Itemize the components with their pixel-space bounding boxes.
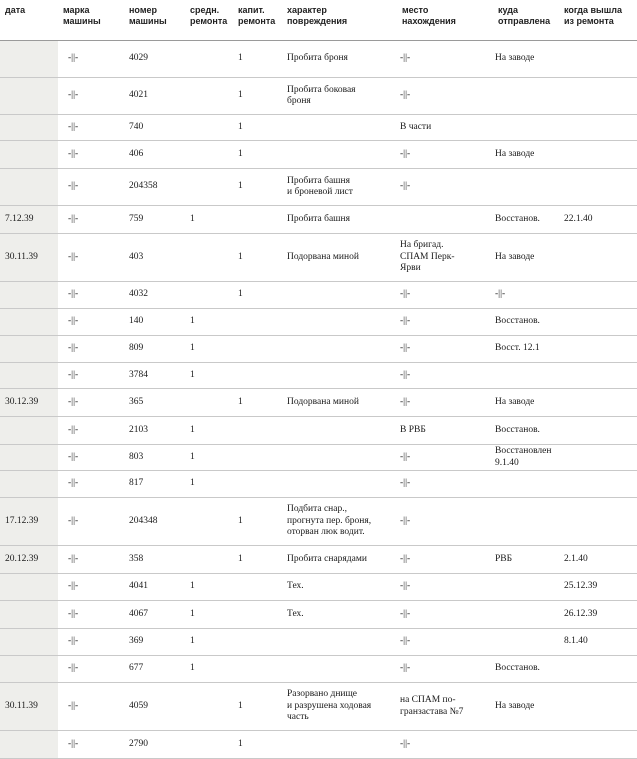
- cell-vehicle-model: -||-: [58, 417, 124, 445]
- cell-capital-repair: [233, 471, 282, 498]
- cell-medium-repair: [185, 115, 233, 141]
- cell-vehicle-number: 4029: [124, 41, 185, 78]
- cell-damage-type: [282, 417, 397, 445]
- cell-sent-to: Восстанов.: [493, 417, 559, 445]
- cell-date: [0, 78, 58, 115]
- cell-date: [0, 282, 58, 309]
- cell-damage-type: Тех.: [282, 601, 397, 629]
- cell-location: -||-: [397, 282, 493, 309]
- table-row: [0, 471, 637, 498]
- header-vehicle-number: номер машины: [124, 0, 185, 41]
- cell-vehicle-model: -||-: [58, 78, 124, 115]
- cell-location: -||-: [397, 629, 493, 656]
- cell-location: -||-: [397, 574, 493, 601]
- cell-sent-to: На заводе: [493, 234, 559, 282]
- cell-capital-repair: 1: [233, 498, 282, 546]
- header-sent-to: куда отправлена: [493, 0, 559, 41]
- cell-capital-repair: [233, 445, 282, 471]
- cell-medium-repair: 1: [185, 309, 233, 336]
- cell-returned-date: 8.1.40: [559, 629, 637, 656]
- cell-returned-date: 22.1.40: [559, 206, 637, 234]
- cell-vehicle-model: -||-: [58, 656, 124, 683]
- cell-date: 7.12.39: [0, 206, 58, 234]
- cell-capital-repair: 1: [233, 282, 282, 309]
- header-row: [0, 0, 637, 41]
- cell-vehicle-model: -||-: [58, 731, 124, 759]
- table-body: [0, 41, 637, 759]
- cell-returned-date: [559, 234, 637, 282]
- cell-vehicle-number: 809: [124, 336, 185, 363]
- cell-returned-date: [559, 656, 637, 683]
- cell-vehicle-model: -||-: [58, 234, 124, 282]
- cell-capital-repair: [233, 363, 282, 389]
- cell-vehicle-model: -||-: [58, 601, 124, 629]
- cell-medium-repair: 1: [185, 336, 233, 363]
- table-row: [0, 41, 637, 78]
- table-row: [0, 206, 637, 234]
- cell-returned-date: [559, 363, 637, 389]
- table-row: [0, 282, 637, 309]
- cell-vehicle-number: 4041: [124, 574, 185, 601]
- cell-capital-repair: [233, 656, 282, 683]
- table-row: [0, 141, 637, 169]
- cell-location: -||-: [397, 471, 493, 498]
- cell-vehicle-model: -||-: [58, 309, 124, 336]
- cell-sent-to: [493, 363, 559, 389]
- header-capital-repair: капит. ремонта: [233, 0, 282, 41]
- cell-sent-to: Восст. 12.1: [493, 336, 559, 363]
- table-row: [0, 115, 637, 141]
- cell-sent-to: [493, 115, 559, 141]
- cell-vehicle-number: 3784: [124, 363, 185, 389]
- cell-vehicle-model: -||-: [58, 282, 124, 309]
- cell-vehicle-model: -||-: [58, 206, 124, 234]
- cell-date: 30.12.39: [0, 389, 58, 417]
- cell-vehicle-number: 369: [124, 629, 185, 656]
- cell-vehicle-model: -||-: [58, 336, 124, 363]
- cell-damage-type: Пробита башня: [282, 206, 397, 234]
- cell-damage-type: Подбита снар., прогнута пер. броня, оторван люк водит.: [282, 498, 397, 546]
- cell-medium-repair: 1: [185, 656, 233, 683]
- cell-damage-type: [282, 282, 397, 309]
- cell-vehicle-model: -||-: [58, 41, 124, 78]
- cell-location: -||-: [397, 546, 493, 574]
- cell-date: [0, 336, 58, 363]
- cell-returned-date: [559, 683, 637, 731]
- cell-date: [0, 363, 58, 389]
- cell-capital-repair: 1: [233, 169, 282, 206]
- cell-capital-repair: 1: [233, 389, 282, 417]
- cell-location: В части: [397, 115, 493, 141]
- cell-capital-repair: 1: [233, 141, 282, 169]
- cell-vehicle-model: -||-: [58, 115, 124, 141]
- table-row: [0, 601, 637, 629]
- cell-returned-date: 26.12.39: [559, 601, 637, 629]
- cell-sent-to: На заводе: [493, 389, 559, 417]
- cell-sent-to: На заводе: [493, 683, 559, 731]
- cell-vehicle-model: -||-: [58, 141, 124, 169]
- cell-returned-date: [559, 445, 637, 471]
- cell-sent-to: [493, 498, 559, 546]
- header-damage-type: характер повреждения: [282, 0, 397, 41]
- cell-date: [0, 574, 58, 601]
- header-vehicle-model: марка машины: [58, 0, 124, 41]
- cell-medium-repair: [185, 546, 233, 574]
- cell-medium-repair: 1: [185, 629, 233, 656]
- cell-location: [397, 206, 493, 234]
- cell-damage-type: Пробита снарядами: [282, 546, 397, 574]
- cell-vehicle-number: 204348: [124, 498, 185, 546]
- table-row: [0, 389, 637, 417]
- cell-damage-type: Пробита броня: [282, 41, 397, 78]
- cell-capital-repair: 1: [233, 41, 282, 78]
- cell-medium-repair: 1: [185, 206, 233, 234]
- cell-medium-repair: [185, 498, 233, 546]
- cell-returned-date: [559, 78, 637, 115]
- table-row: [0, 336, 637, 363]
- cell-vehicle-number: 140: [124, 309, 185, 336]
- cell-returned-date: [559, 498, 637, 546]
- cell-sent-to: На заводе: [493, 141, 559, 169]
- table-row: [0, 731, 637, 759]
- cell-vehicle-model: -||-: [58, 683, 124, 731]
- cell-date: [0, 41, 58, 78]
- cell-capital-repair: 1: [233, 115, 282, 141]
- cell-date: 30.11.39: [0, 683, 58, 731]
- cell-location: В РВБ: [397, 417, 493, 445]
- cell-location: -||-: [397, 601, 493, 629]
- cell-vehicle-model: -||-: [58, 498, 124, 546]
- cell-location: -||-: [397, 141, 493, 169]
- cell-capital-repair: [233, 336, 282, 363]
- cell-sent-to: [493, 601, 559, 629]
- cell-sent-to: [493, 574, 559, 601]
- cell-vehicle-number: 677: [124, 656, 185, 683]
- table-row: [0, 498, 637, 546]
- cell-location: -||-: [397, 389, 493, 417]
- cell-damage-type: Разорвано днище и разрушена ходовая часть: [282, 683, 397, 731]
- cell-damage-type: Пробита боковая броня: [282, 78, 397, 115]
- cell-date: [0, 115, 58, 141]
- cell-vehicle-model: -||-: [58, 169, 124, 206]
- cell-returned-date: [559, 471, 637, 498]
- cell-damage-type: [282, 141, 397, 169]
- table-row: [0, 683, 637, 731]
- cell-damage-type: [282, 309, 397, 336]
- cell-medium-repair: [185, 141, 233, 169]
- cell-vehicle-number: 4021: [124, 78, 185, 115]
- cell-vehicle-model: -||-: [58, 471, 124, 498]
- table-row: [0, 445, 637, 471]
- cell-date: [0, 656, 58, 683]
- table-row: [0, 574, 637, 601]
- cell-medium-repair: 1: [185, 471, 233, 498]
- cell-damage-type: [282, 731, 397, 759]
- cell-vehicle-number: 358: [124, 546, 185, 574]
- cell-returned-date: [559, 309, 637, 336]
- cell-sent-to: Восстанов.: [493, 206, 559, 234]
- cell-medium-repair: 1: [185, 601, 233, 629]
- cell-vehicle-number: 803: [124, 445, 185, 471]
- cell-vehicle-number: 740: [124, 115, 185, 141]
- cell-sent-to: [493, 169, 559, 206]
- cell-date: [0, 629, 58, 656]
- cell-location: -||-: [397, 336, 493, 363]
- table-row: [0, 363, 637, 389]
- cell-damage-type: Подорвана миной: [282, 389, 397, 417]
- cell-vehicle-number: 204358: [124, 169, 185, 206]
- header-location: место нахождения: [397, 0, 493, 41]
- cell-capital-repair: [233, 309, 282, 336]
- cell-vehicle-number: 759: [124, 206, 185, 234]
- cell-date: [0, 445, 58, 471]
- cell-location: -||-: [397, 309, 493, 336]
- cell-vehicle-number: 406: [124, 141, 185, 169]
- cell-location: -||-: [397, 656, 493, 683]
- cell-location: -||-: [397, 78, 493, 115]
- cell-returned-date: 2.1.40: [559, 546, 637, 574]
- cell-location: на СПАМ по- гранзастава №7: [397, 683, 493, 731]
- cell-location: На бригад. СПАМ Перк- Ярви: [397, 234, 493, 282]
- cell-returned-date: [559, 336, 637, 363]
- cell-capital-repair: [233, 417, 282, 445]
- cell-location: -||-: [397, 445, 493, 471]
- cell-medium-repair: [185, 169, 233, 206]
- cell-medium-repair: 1: [185, 574, 233, 601]
- cell-returned-date: [559, 417, 637, 445]
- cell-sent-to: РВБ: [493, 546, 559, 574]
- cell-date: 20.12.39: [0, 546, 58, 574]
- cell-damage-type: [282, 115, 397, 141]
- cell-vehicle-number: 2103: [124, 417, 185, 445]
- header-returned-date: когда вышла из ремонта: [559, 0, 637, 41]
- cell-vehicle-model: -||-: [58, 574, 124, 601]
- cell-location: -||-: [397, 363, 493, 389]
- cell-capital-repair: [233, 206, 282, 234]
- cell-vehicle-number: 4059: [124, 683, 185, 731]
- cell-medium-repair: [185, 41, 233, 78]
- cell-damage-type: [282, 471, 397, 498]
- cell-damage-type: [282, 656, 397, 683]
- cell-vehicle-number: 2790: [124, 731, 185, 759]
- cell-capital-repair: 1: [233, 546, 282, 574]
- cell-capital-repair: [233, 601, 282, 629]
- cell-returned-date: [559, 141, 637, 169]
- cell-date: [0, 731, 58, 759]
- cell-damage-type: [282, 363, 397, 389]
- cell-sent-to: -||-: [493, 282, 559, 309]
- cell-date: [0, 471, 58, 498]
- cell-medium-repair: 1: [185, 445, 233, 471]
- table-row: [0, 417, 637, 445]
- cell-medium-repair: [185, 282, 233, 309]
- cell-sent-to: Восстанов.: [493, 656, 559, 683]
- cell-vehicle-number: 365: [124, 389, 185, 417]
- cell-vehicle-model: -||-: [58, 445, 124, 471]
- cell-vehicle-number: 817: [124, 471, 185, 498]
- cell-sent-to: Восстановлен 9.1.40: [493, 445, 559, 471]
- cell-returned-date: [559, 41, 637, 78]
- cell-sent-to: На заводе: [493, 41, 559, 78]
- cell-capital-repair: 1: [233, 731, 282, 759]
- cell-returned-date: [559, 389, 637, 417]
- cell-vehicle-model: -||-: [58, 389, 124, 417]
- cell-capital-repair: [233, 629, 282, 656]
- cell-medium-repair: [185, 683, 233, 731]
- cell-location: -||-: [397, 731, 493, 759]
- cell-vehicle-number: 4067: [124, 601, 185, 629]
- cell-date: [0, 309, 58, 336]
- cell-date: 30.11.39: [0, 234, 58, 282]
- cell-returned-date: [559, 169, 637, 206]
- cell-damage-type: [282, 336, 397, 363]
- cell-date: 17.12.39: [0, 498, 58, 546]
- cell-sent-to: [493, 731, 559, 759]
- header-medium-repair: средн. ремонта: [185, 0, 233, 41]
- cell-medium-repair: 1: [185, 417, 233, 445]
- cell-sent-to: [493, 78, 559, 115]
- table-row: [0, 169, 637, 206]
- cell-medium-repair: 1: [185, 363, 233, 389]
- cell-returned-date: [559, 731, 637, 759]
- cell-medium-repair: [185, 389, 233, 417]
- cell-damage-type: [282, 629, 397, 656]
- header-date: дата: [0, 0, 58, 41]
- cell-medium-repair: [185, 234, 233, 282]
- cell-damage-type: Тех.: [282, 574, 397, 601]
- cell-date: [0, 601, 58, 629]
- cell-medium-repair: [185, 78, 233, 115]
- cell-date: [0, 169, 58, 206]
- cell-vehicle-model: -||-: [58, 629, 124, 656]
- table-row: [0, 656, 637, 683]
- cell-capital-repair: 1: [233, 78, 282, 115]
- cell-capital-repair: [233, 574, 282, 601]
- cell-capital-repair: 1: [233, 683, 282, 731]
- cell-damage-type: [282, 445, 397, 471]
- table-row: [0, 309, 637, 336]
- cell-returned-date: [559, 115, 637, 141]
- cell-sent-to: [493, 629, 559, 656]
- cell-damage-type: Подорвана миной: [282, 234, 397, 282]
- table-row: [0, 629, 637, 656]
- cell-medium-repair: [185, 731, 233, 759]
- table-row: [0, 546, 637, 574]
- cell-sent-to: Восстанов.: [493, 309, 559, 336]
- cell-location: -||-: [397, 498, 493, 546]
- cell-capital-repair: 1: [233, 234, 282, 282]
- cell-vehicle-number: 4032: [124, 282, 185, 309]
- table-row: [0, 234, 637, 282]
- cell-damage-type: Пробита башня и броневой лист: [282, 169, 397, 206]
- cell-sent-to: [493, 471, 559, 498]
- cell-location: -||-: [397, 41, 493, 78]
- cell-date: [0, 417, 58, 445]
- cell-date: [0, 141, 58, 169]
- cell-returned-date: [559, 282, 637, 309]
- cell-location: -||-: [397, 169, 493, 206]
- table-row: [0, 78, 637, 115]
- cell-returned-date: 25.12.39: [559, 574, 637, 601]
- cell-vehicle-model: -||-: [58, 363, 124, 389]
- cell-vehicle-number: 403: [124, 234, 185, 282]
- cell-vehicle-model: -||-: [58, 546, 124, 574]
